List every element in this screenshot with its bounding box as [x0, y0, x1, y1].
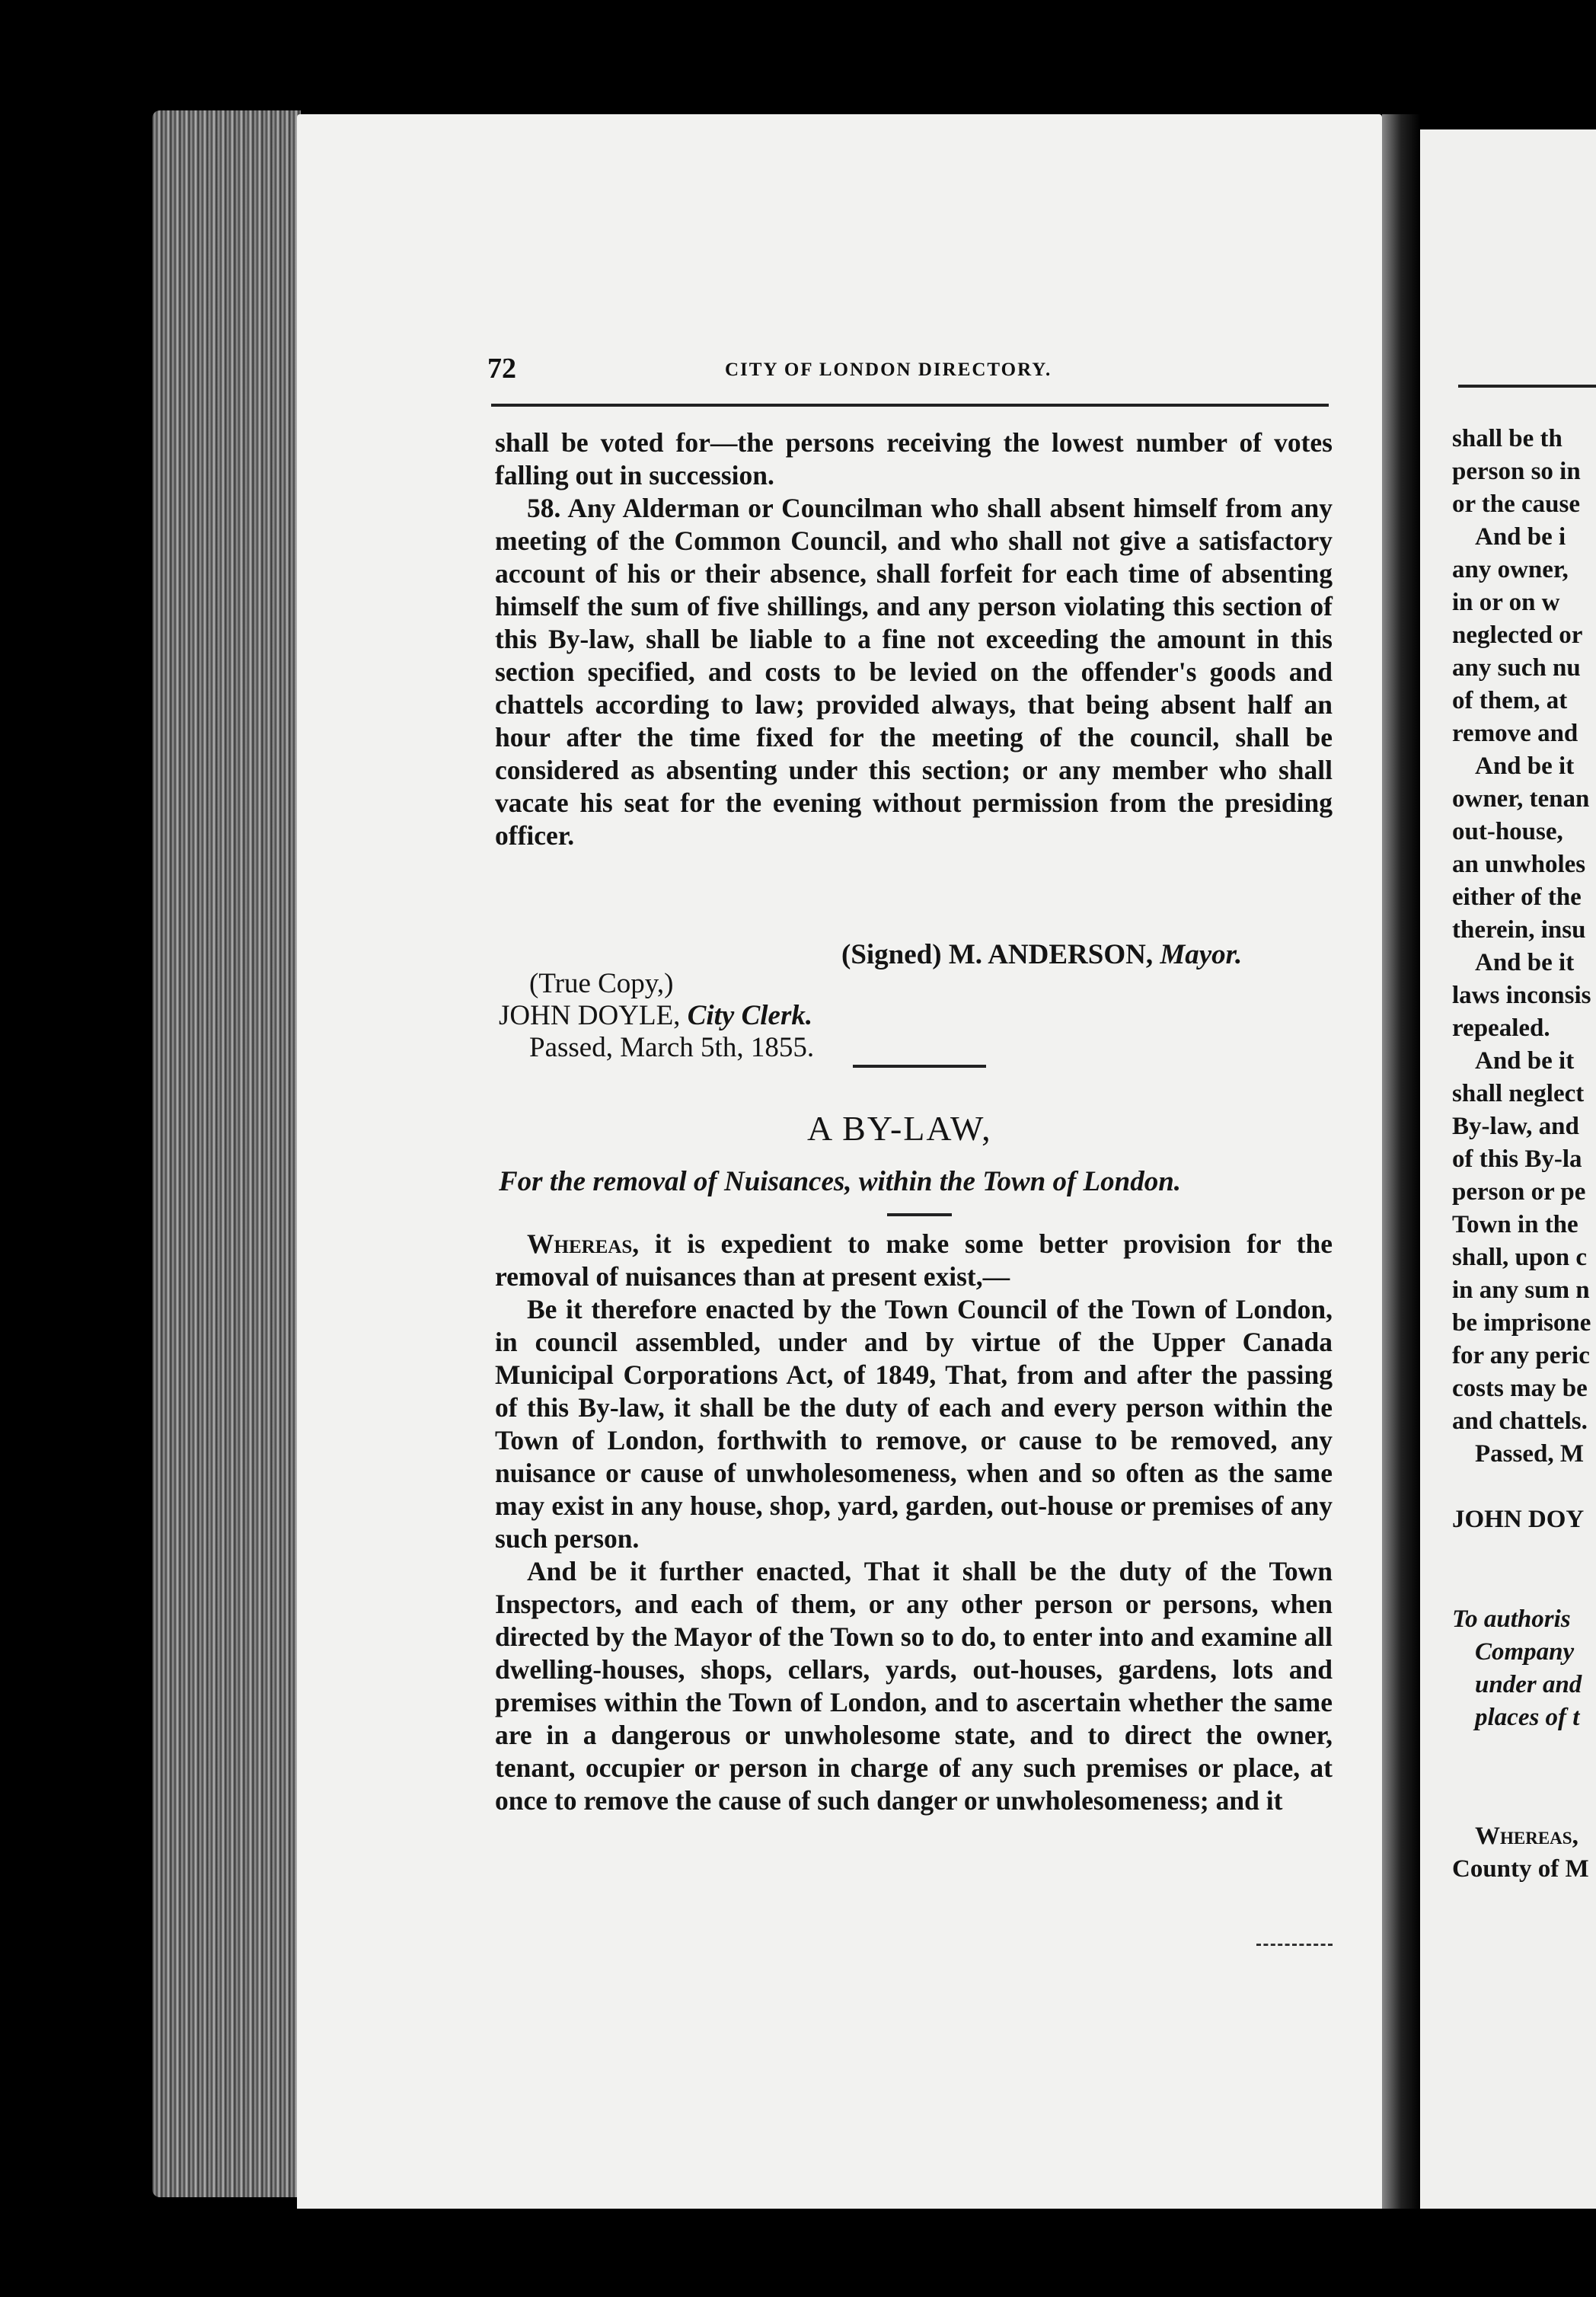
right-line: And be i — [1475, 523, 1566, 551]
bylaw-body — [495, 1228, 1333, 1817]
bylaw-subtitle: For the removal of Nuisances, within the Town of London. — [499, 1166, 1182, 1197]
right-line: and chattels. — [1452, 1407, 1588, 1435]
right-line: Passed, M — [1475, 1440, 1584, 1468]
right-line: for any peric — [1452, 1342, 1590, 1369]
page-number: 72 — [487, 353, 516, 385]
paragraph: Be it therefore enacted by the Town Council of the Town of London, in council assembled, under and by virtue of the Upper Canada Municipal Corporations Act, of 1849, That, from and after the passing of this By-law, it shall be the duty of each and every person within the Town of London, forthwith to remove, or cause to be removed, any nuisance or cause of unwholesomeness, when and so often as the same may exist in any house, shop, yard, garden, out-house or premises of any such person. — [495, 1294, 1333, 1554]
right-line: owner, tenan — [1452, 785, 1590, 813]
whereas-paragraph — [495, 1228, 1333, 1293]
right-line: of this By-la — [1452, 1145, 1582, 1173]
right-line — [1452, 1471, 1591, 1503]
signed-name: (Signed) M. ANDERSON, — [841, 939, 1154, 970]
right-italic-line: places of t — [1475, 1704, 1580, 1731]
catchword-mark — [1256, 1933, 1333, 1946]
true-copy-note: (True Copy,) — [529, 968, 674, 999]
right-line: shall be th — [1452, 425, 1562, 452]
clerk-title: City Clerk. — [687, 1000, 813, 1031]
mayor-signature-line — [841, 938, 1242, 971]
right-line: out-house, — [1452, 818, 1563, 845]
right-line: either of the — [1452, 883, 1582, 911]
right-italic-line: Company — [1475, 1638, 1575, 1666]
right-line: laws inconsis — [1452, 982, 1591, 1009]
right-header-rule — [1458, 385, 1596, 388]
bylaw-title: A BY-LAW, — [807, 1109, 992, 1148]
right-page-fragment — [1420, 129, 1596, 2209]
right-italic-line: under and — [1475, 1671, 1582, 1698]
right-line: And be it — [1475, 1047, 1575, 1075]
clerk-signature-line — [499, 999, 812, 1032]
right-line: JOHN DOY — [1452, 1506, 1585, 1533]
right-line: costs may be — [1452, 1375, 1588, 1402]
running-title: CITY OF LONDON DIRECTORY. — [725, 359, 1052, 380]
right-line: And be it — [1475, 949, 1575, 976]
right-line: By-law, and — [1452, 1113, 1579, 1140]
right-page-closing-text — [1452, 1820, 1589, 1886]
right-line: therein, insu — [1452, 916, 1586, 944]
right-line: in any sum n — [1452, 1276, 1590, 1304]
right-line: And be it — [1475, 752, 1575, 780]
right-line: any such nu — [1452, 654, 1581, 682]
right-line: be imprisone — [1452, 1309, 1591, 1337]
book-spine-edge — [152, 110, 301, 2197]
right-page-text — [1452, 423, 1591, 1536]
right-line: person so in — [1452, 458, 1581, 485]
right-line: neglected or — [1452, 621, 1583, 649]
clerk-name: JOHN DOYLE, — [499, 1000, 681, 1031]
right-line: shall neglect — [1452, 1080, 1585, 1107]
right-line: remove and — [1452, 720, 1578, 747]
right-line: in or on w — [1452, 589, 1560, 616]
paragraph: shall be voted for—the persons receiving the lowest number of votes falling out in succession. — [495, 427, 1333, 490]
right-line: any owner, — [1452, 556, 1569, 583]
right-page-italic-text — [1452, 1603, 1582, 1734]
page-header — [487, 352, 1333, 385]
right-line: person or pe — [1452, 1178, 1586, 1206]
book-gutter — [1382, 114, 1420, 2209]
header-rule — [491, 404, 1329, 407]
section-58-text — [495, 426, 1333, 852]
paragraph: And be it further enacted, That it shall be the duty of the Town Inspectors, and each of them, or any other person or persons, when directed by the Mayor of the Town so to do, to enter into and examine all dwelling-houses, shops, cellars, yards, out-houses, gardens, lots and premises within the Town of London, and to ascertain whether the same are in a dangerous or unwholesome state, and to direct the owner, tenant, occupier or person in charge of any such premises or place, at once to remove the cause of such danger or unwholesomeness; and it — [495, 1556, 1333, 1816]
right-line: repealed. — [1452, 1014, 1550, 1042]
whereas-word: Whereas, — [527, 1228, 640, 1259]
paragraph: 58. Any Alderman or Councilman who shall absent himself from any meeting of the Common Council, and who shall not give a satisfactory account of his or their absence, shall forfeit for each time of absenting himself the sum of five shillings, and any person violating this section of this By-law, shall be liable to a fine not exceeding the amount in this section specified, and costs to be levied on the offender's goods and chattels according to law; provided always, that being absent half an hour after the time fixed for the meeting of the council, shall be considered as absenting under this section; or any member who shall vacate his seat for the evening without permission from the presiding officer. — [495, 493, 1333, 851]
section-divider — [853, 1065, 986, 1068]
right-line: or the cause — [1452, 490, 1581, 518]
right-italic-line: To authoris — [1452, 1605, 1571, 1633]
subtitle-divider — [887, 1213, 952, 1216]
right-line: an unwholes — [1452, 851, 1586, 878]
whereas-text: it is expedient to make some better provision for the removal of nuisances than at present exist,— — [495, 1228, 1333, 1292]
signed-title: Mayor. — [1160, 939, 1243, 970]
right-line: shall, upon c — [1452, 1244, 1587, 1271]
right-line: Town in the — [1452, 1211, 1578, 1238]
passed-date: Passed, March 5th, 1855. — [529, 1032, 815, 1063]
right-closing-line: Whereas, — [1475, 1823, 1578, 1850]
right-closing-line: County of M — [1452, 1855, 1589, 1883]
right-line: of them, at — [1452, 687, 1568, 714]
